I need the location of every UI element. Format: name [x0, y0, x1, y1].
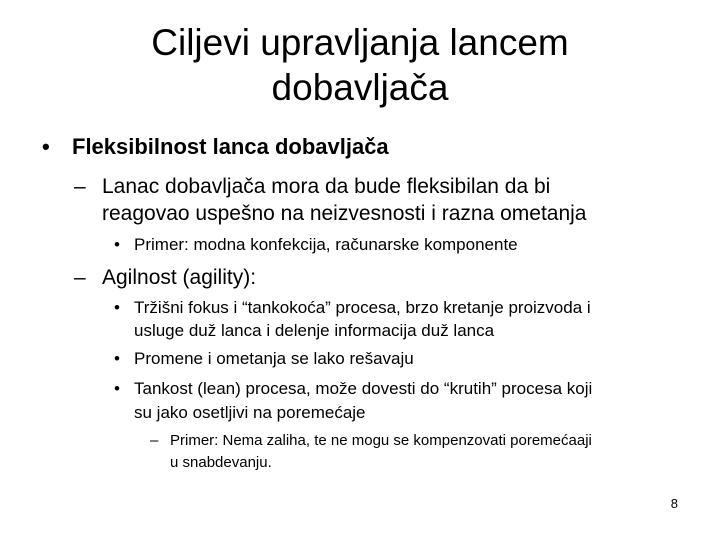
- item-2-sub-1-line-2: usluge duž lanca i delenje informacija duž lanca: [134, 321, 495, 340]
- item-2-sub-3-example-line-1: Primer: Nema zaliha, te ne mogu se kompenzovati poremećaaji: [170, 432, 592, 449]
- bullet-dash-icon: –: [74, 266, 86, 289]
- item-2-sub-1-line-1: Tržišni fokus i “tankokoća” procesa, brzo kretanje proizvoda i: [134, 298, 591, 317]
- item-2-sub-3-line-1: Tankost (lean) procesa, može dovesti do “krutih” procesa koji: [134, 379, 593, 398]
- bullet-dot-icon: •: [42, 134, 50, 159]
- bullet-dash-icon: –: [150, 432, 159, 449]
- item-2-sub-3-example-line-2: u snabdevanju.: [170, 454, 272, 471]
- bullet-dot-icon: •: [114, 298, 120, 317]
- item-1-line-2: reagovao uspešno na neizvesnosti i razna ometanja: [102, 202, 587, 225]
- item-2-sub-2: Promene i ometanja se lako rešavaju: [134, 349, 414, 368]
- slide-title: [60, 20, 660, 110]
- title-line-2: dobavljača: [271, 67, 449, 108]
- bullet-dot-icon: •: [114, 379, 120, 398]
- heading-flexibility: Fleksibilnost lanca dobavljača: [72, 134, 389, 159]
- bullet-dash-icon: –: [74, 175, 86, 198]
- item-1-line-1: Lanac dobavljača mora da bude fleksibilan da bi: [102, 175, 551, 198]
- bullet-dot-icon: •: [114, 349, 120, 368]
- title-line-1: Ciljevi upravljanja lancem: [151, 22, 569, 63]
- page-number: 8: [670, 496, 678, 511]
- bullet-dot-icon: •: [114, 235, 120, 254]
- item-1-example: Primer: modna konfekcija, računarske komponente: [134, 235, 518, 254]
- item-2-agility: Agilnost (agility):: [102, 266, 257, 289]
- item-2-sub-3-line-2: su jako osetljivi na poremećaje: [134, 403, 366, 422]
